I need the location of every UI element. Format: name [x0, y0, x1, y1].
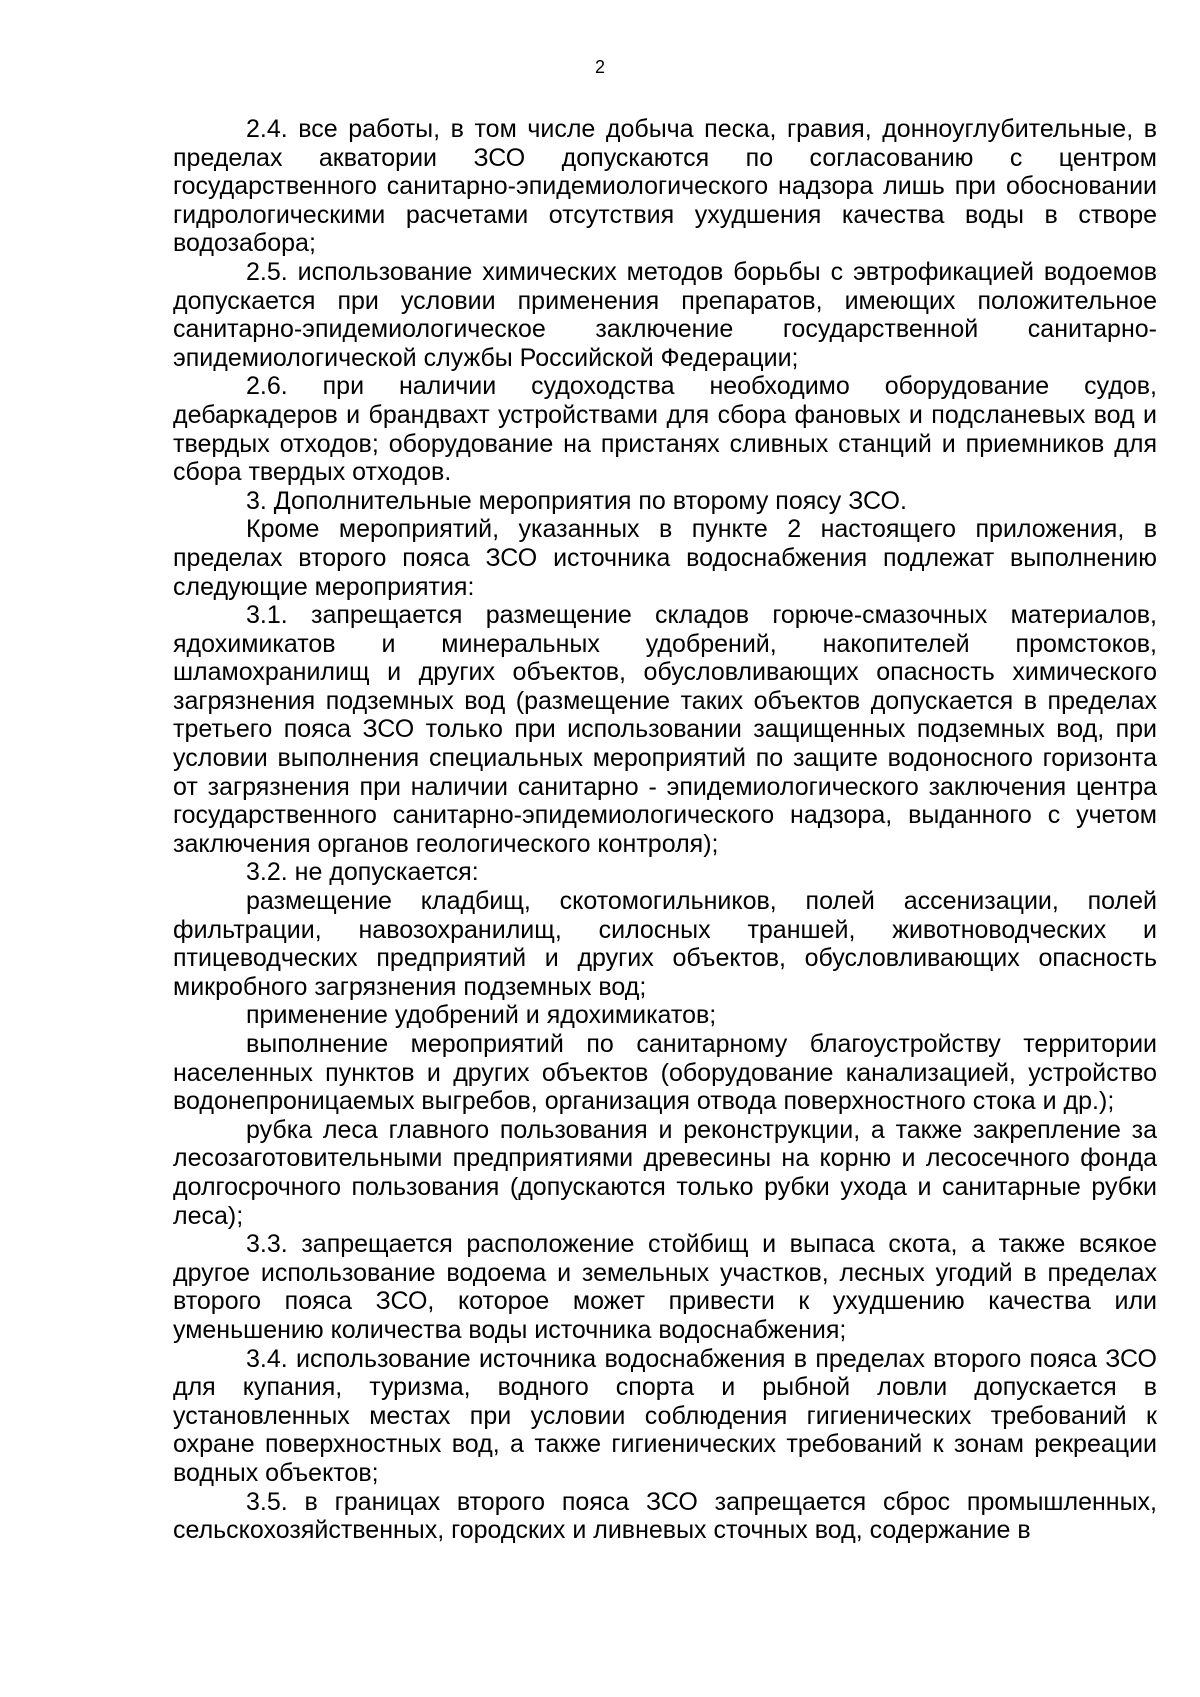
paragraph-3-2-item-1: размещение кладбищ, скотомогильников, полей ассенизации, полей фильтрации, навозохранилищ, силосных траншей, животноводческих и птицеводческих предприятий и других объектов, обусловливающих опасность микробного загрязнения подземных вод; — [173, 887, 1157, 1001]
paragraph-3-2-item-2: применение удобрений и ядохимикатов; — [246, 1001, 717, 1030]
paragraph-3-2-item-3: выполнение мероприятий по санитарному благоустройству территории населенных пунктов и других объектов (оборудование канализацией, устройство водонепроницаемых выгребов, организация отвода поверхностного стока и др.); — [173, 1030, 1157, 1116]
paragraph-2-6: 2.6. при наличии судоходства необходимо оборудование судов, дебаркадеров и брандвахт устройствами для сбора фановых и подсланевых вод и твердых отходов; оборудование на пристанях сливных станций и приемников для сбора твердых отходов. — [173, 372, 1157, 487]
page-number: 2 — [594, 57, 605, 77]
paragraph-3-3: 3.3. запрещается расположение стойбищ и выпаса скота, а также всякое другое использование водоема и земельных участков, лесных угодий в пределах второго пояса ЗСО, которое может привести к ухудшению качества или уменьшению количества воды источника водоснабжения; — [173, 1230, 1157, 1344]
paragraph-3-4: 3.4. использование источника водоснабжения в пределах второго пояса ЗСО для купания, туризма, водного спорта и рыбной ловли допускается в установленных местах при условии соблюдения гигиенических требований к охране поверхностных вод, а также гигиенических требований к зонам рекреации водных объектов; — [173, 1344, 1157, 1487]
paragraph-2-4: 2.4. все работы, в том числе добыча песка, гравия, донноуглубительные, в пределах акватории ЗСО допускаются по согласованию с центром государственного санитарно-эпидемиологического надзора лишь при обосновании гидрологическими расчетами отсутствия ухудшения качества воды в створе водозабора; — [173, 115, 1157, 258]
paragraph-2-5: 2.5. использование химических методов борьбы с эвтрофикацией водоемов допускается при условии применения препаратов, имеющих положительное санитарно-эпидемиологическое заключение государственной санитарно-эпидемиологической службы Российской Федерации; — [173, 257, 1157, 372]
paragraph-3-2: 3.2. не допускается: — [246, 858, 479, 887]
paragraph-3-2-item-4: рубка леса главного пользования и реконструкции, а также закрепление за лесозаготовительными предприятиями древесины на корню и лесосечного фонда долгосрочного пользования (допускаются только рубки ухода и санитарные рубки леса); — [173, 1115, 1157, 1230]
section-heading-3: 3. Дополнительные мероприятия по второму поясу ЗСО. — [246, 486, 907, 515]
paragraph-3-intro: Кроме мероприятий, указанных в пункте 2 настоящего приложения, в пределах второго пояса ЗСО источника водоснабжения подлежат выполнению следующие мероприятия: — [173, 515, 1157, 601]
paragraph-3-1: 3.1. запрещается размещение складов горюче-смазочных материалов, ядохимикатов и минеральных удобрений, накопителей промстоков, шламохранилищ и других объектов, обусловливающих опасность химического загрязнения подземных вод (размещение таких объектов допускается в пределах третьего пояса ЗСО только при использовании защищенных подземных вод, при условии выполнения специальных мероприятий по защите водоносного горизонта от загрязнения при наличии санитарно - эпидемиологического заключения центра государственного санитарно-эпидемиологического надзора, выданного с учетом заключения органов геологического контроля); — [173, 601, 1157, 858]
document-body — [173, 115, 1157, 1545]
paragraph-3-5: 3.5. в границах второго пояса ЗСО запрещается сброс промышленных, сельскохозяйственных, городских и ливневых сточных вод, содержание в — [173, 1487, 1157, 1545]
